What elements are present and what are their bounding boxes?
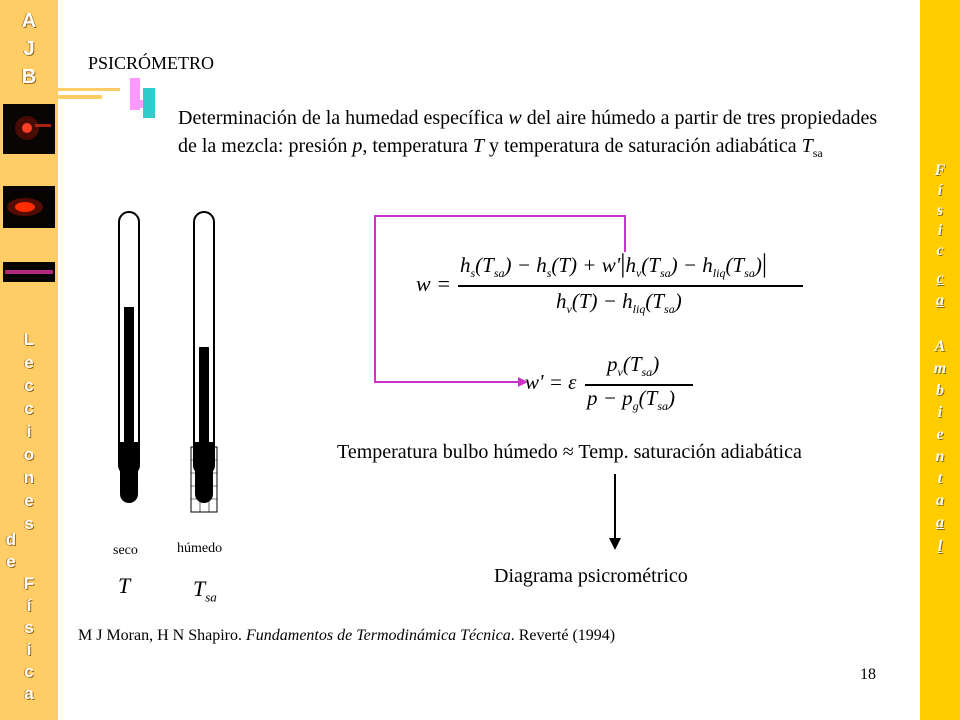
wet-thermometer bbox=[191, 212, 217, 512]
sidebar-letter: F bbox=[934, 162, 946, 179]
equation-w bbox=[416, 245, 811, 325]
logo-letter: J bbox=[23, 38, 35, 60]
description-text: del aire húmedo a partir de tres propiedades de la mezcla: presión bbox=[178, 107, 878, 157]
sidebar-letter: i bbox=[937, 222, 943, 239]
lab-photo-2 bbox=[3, 186, 55, 228]
title-rule bbox=[58, 95, 102, 99]
eq1-fraction-bar bbox=[458, 285, 803, 287]
description-text: y temperatura de saturación adiabática bbox=[484, 135, 802, 157]
sidebar-letter: í bbox=[937, 182, 943, 199]
sidebar-letter: e bbox=[6, 552, 16, 571]
description-text: , temperatura bbox=[362, 135, 473, 157]
equation-wprime bbox=[525, 352, 705, 422]
sidebar-letter: s bbox=[24, 514, 34, 533]
lab-photo-1 bbox=[3, 104, 55, 154]
dry-label: seco bbox=[113, 543, 138, 558]
logo-letter: A bbox=[21, 10, 37, 32]
sidebar-letter: c bbox=[24, 399, 34, 418]
sidebar-letter: d bbox=[5, 530, 17, 549]
var-p: p bbox=[352, 135, 363, 157]
sidebar-letter: b bbox=[936, 382, 944, 399]
sidebar-letter: c bbox=[24, 662, 34, 681]
description-text: Determinación de la humedad específica bbox=[178, 107, 509, 129]
var-tsa-sub: sa bbox=[812, 146, 823, 160]
logo-letter: B bbox=[21, 66, 37, 88]
wet-symbol-main: T bbox=[193, 576, 206, 601]
eq2-numerator: $p_v(T_{sa})$ bbox=[607, 352, 660, 380]
eq1-lhs: w = bbox=[416, 271, 452, 296]
diagram-label: Diagrama psicrométrico bbox=[494, 565, 688, 587]
eq2-denominator: $p - p_g(T_{sa})$ bbox=[587, 386, 676, 414]
page-number: 18 bbox=[860, 666, 876, 683]
description bbox=[178, 104, 888, 167]
sidebar-letter: c bbox=[24, 376, 34, 395]
lab-photo-3 bbox=[3, 262, 55, 282]
reference-publisher: . Reverté (1994) bbox=[510, 627, 616, 644]
sidebar-letter: A bbox=[934, 338, 946, 355]
wet-symbol-sub: sa bbox=[205, 589, 217, 605]
sidebar-letter: l bbox=[937, 538, 943, 555]
sidebar-letter: i bbox=[26, 422, 32, 441]
var-w: w bbox=[508, 107, 522, 129]
sidebar-letter: a bbox=[936, 492, 944, 509]
sidebar-letter: n bbox=[935, 448, 945, 465]
sidebar-letter: t bbox=[937, 470, 943, 487]
sidebar-letter: s bbox=[936, 202, 944, 219]
wet-bulb-statement: Temperatura bulbo húmedo ≈ Temp. saturación adiabática bbox=[337, 441, 802, 463]
thermometers-drawing bbox=[105, 210, 245, 520]
decorative-block bbox=[143, 88, 155, 118]
reference-authors: M J Moran, H N Shapiro. bbox=[78, 627, 246, 644]
sidebar-letter: L bbox=[23, 330, 35, 349]
wet-symbol bbox=[193, 576, 217, 605]
left-sidebar bbox=[0, 0, 58, 720]
sidebar-letter: i bbox=[937, 404, 943, 421]
sidebar-letter: í bbox=[26, 596, 32, 615]
eq2-lhs: w' = ε bbox=[525, 370, 577, 394]
slide-title: PSICRÓMETRO bbox=[88, 53, 215, 73]
reference bbox=[78, 627, 615, 645]
sidebar-letter: c bbox=[936, 242, 944, 259]
sidebar-letter: i bbox=[26, 640, 32, 659]
sidebar-letter: c bbox=[936, 270, 944, 287]
var-t: T bbox=[472, 135, 484, 157]
reference-book: Fundamentos de Termodinámica Técnica bbox=[246, 627, 511, 644]
sidebar-letter: a bbox=[936, 514, 944, 531]
sidebar-letter: e bbox=[24, 491, 34, 510]
sidebar-letter: e bbox=[24, 353, 34, 372]
sidebar-letter: m bbox=[933, 360, 947, 377]
sidebar-letter: e bbox=[936, 426, 944, 443]
title-rule bbox=[58, 88, 120, 91]
sidebar-letter: a bbox=[24, 684, 34, 703]
dry-symbol: T bbox=[118, 573, 131, 598]
sidebar-letter: o bbox=[23, 445, 35, 464]
dry-thermometer bbox=[119, 212, 139, 503]
sidebar-letter: F bbox=[23, 574, 35, 593]
sidebar-letter: s bbox=[24, 618, 34, 637]
sidebar-letter: n bbox=[23, 468, 35, 487]
eq1-numerator: $h_s(T_{sa}) - h_s(T) + w'|h_v(T_{sa}) - h_{liq}(T_{sa})|$ bbox=[460, 249, 768, 281]
wet-label: húmedo bbox=[177, 541, 223, 556]
var-tsa: T bbox=[801, 135, 813, 157]
down-arrow-icon bbox=[605, 472, 625, 552]
right-sidebar bbox=[920, 0, 960, 720]
eq1-denominator: $h_v(T) - h_{liq}(T_{sa})$ bbox=[556, 289, 682, 317]
sidebar-letter: a bbox=[936, 292, 944, 309]
